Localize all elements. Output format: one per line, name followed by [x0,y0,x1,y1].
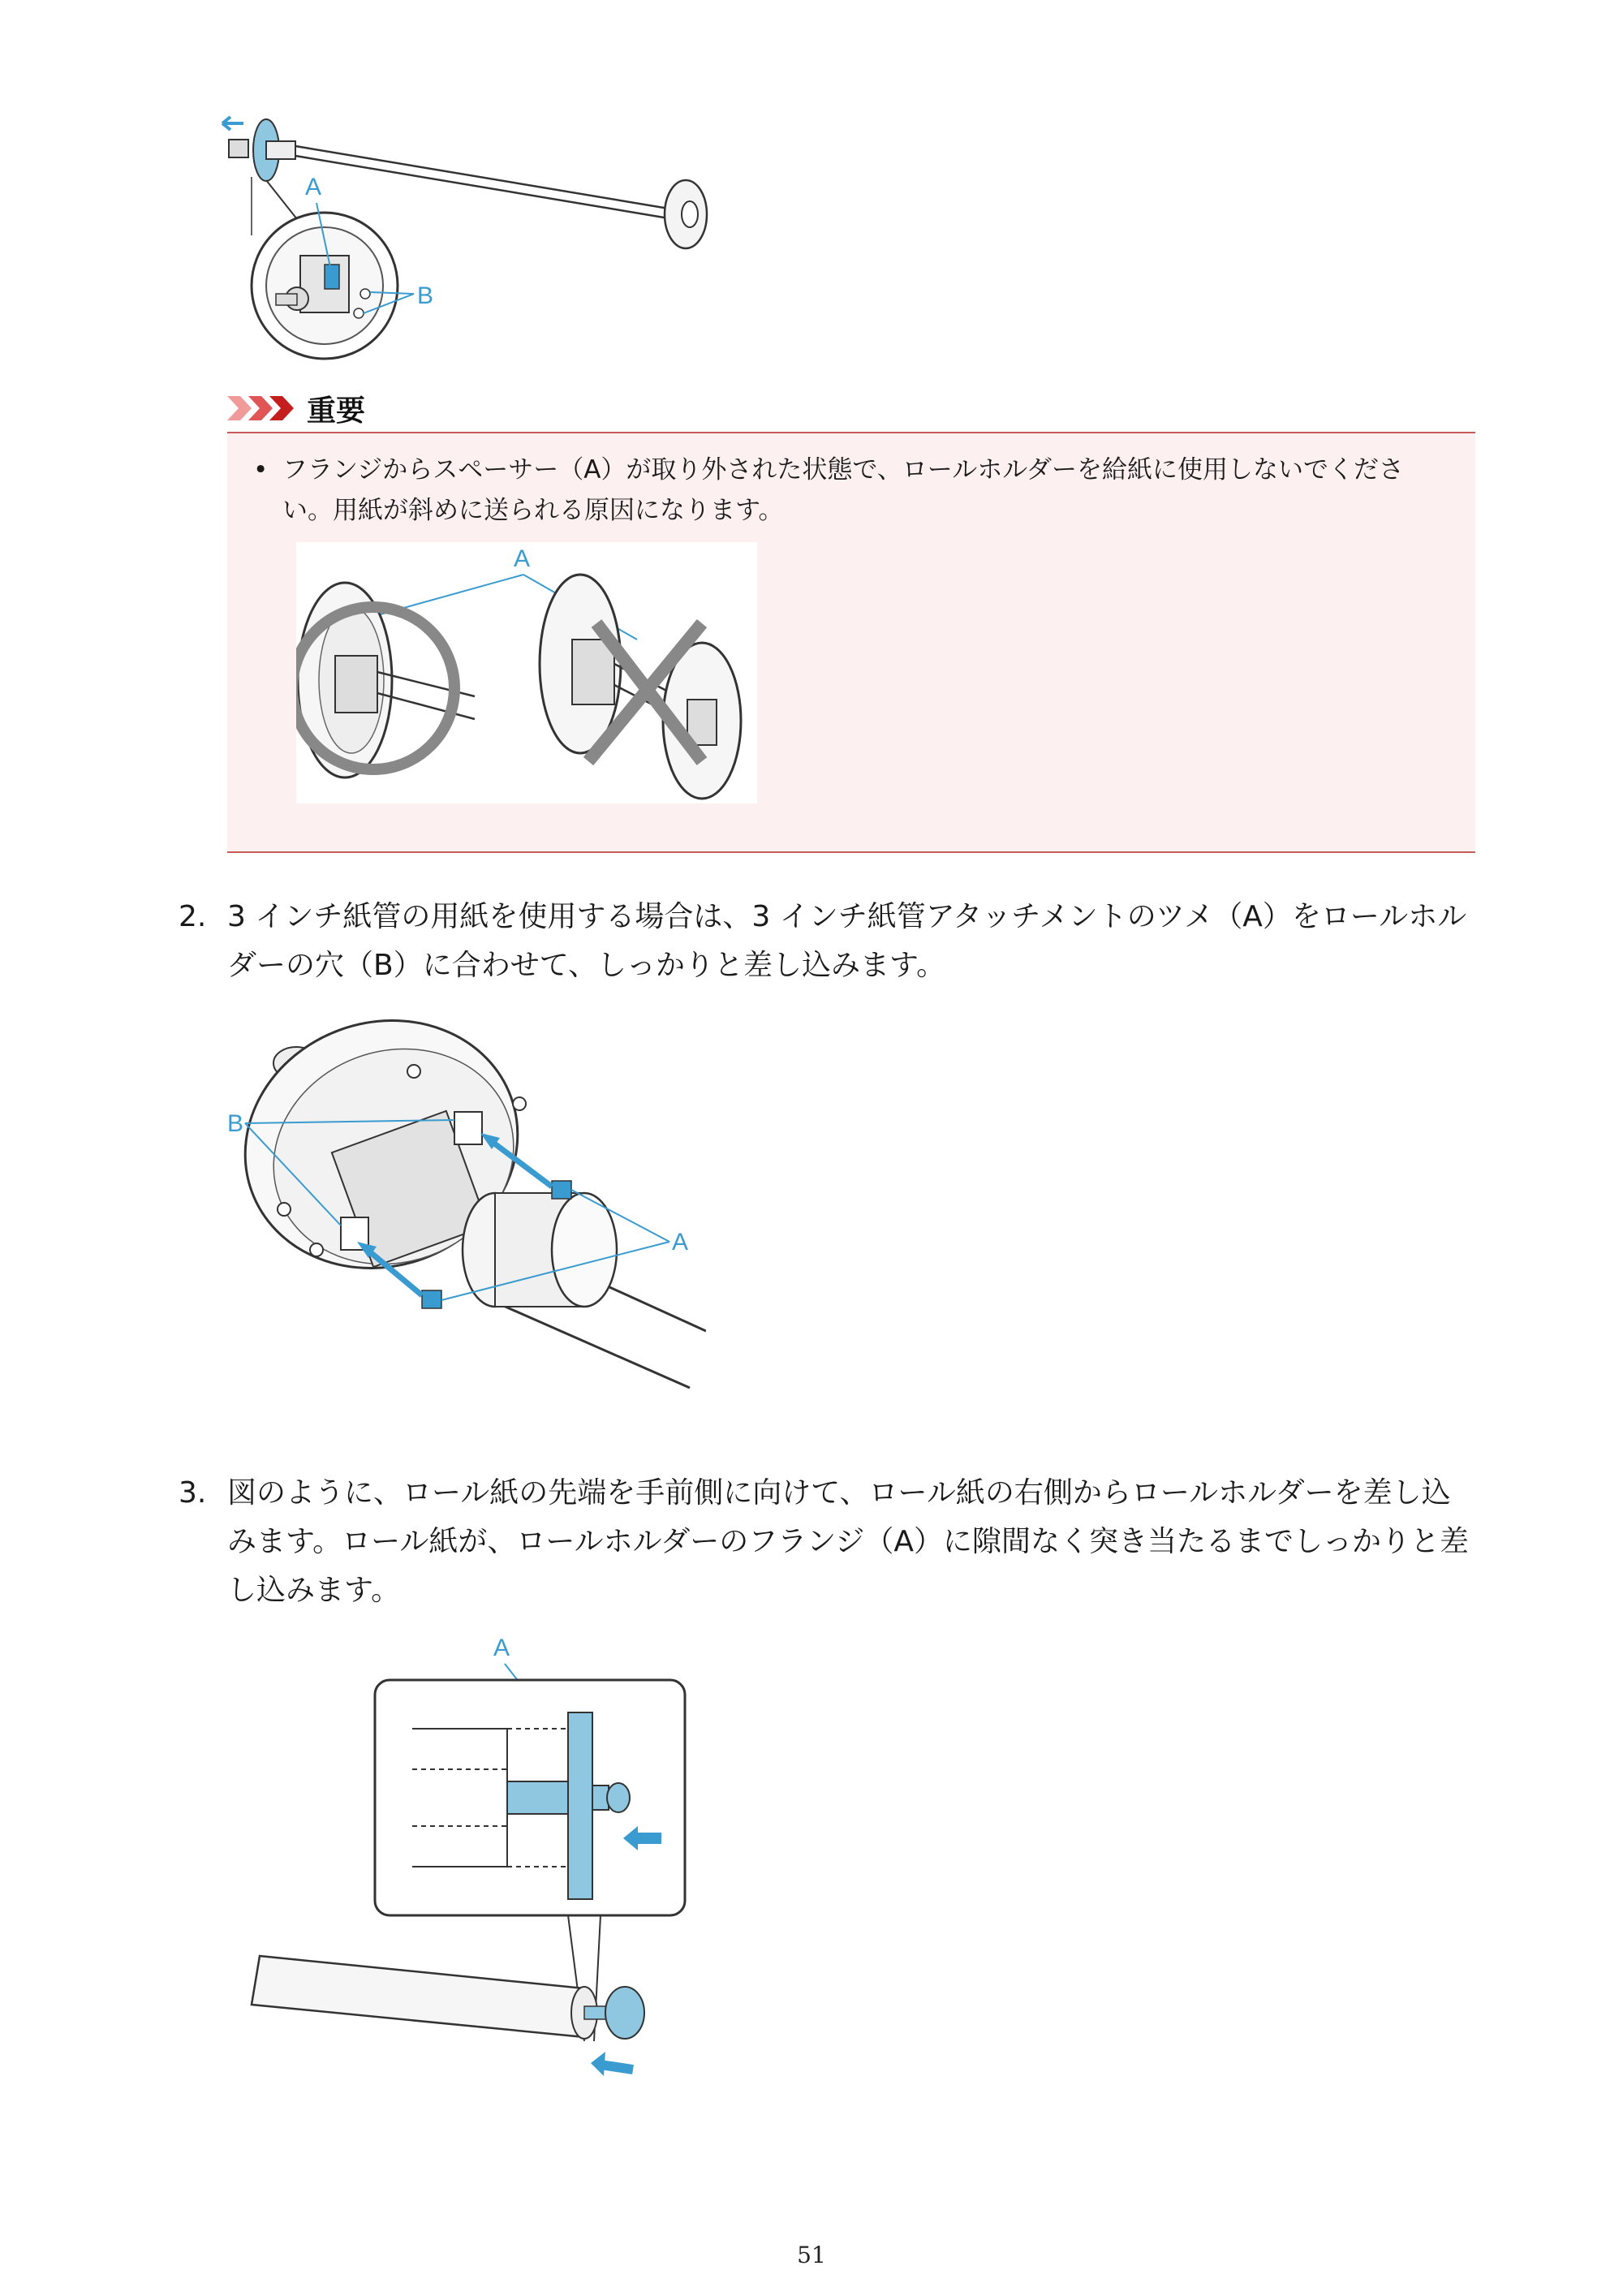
label-a: A [493,1635,510,1661]
bullet: • [253,455,269,485]
important-item [253,450,1444,531]
important-title: 重要 [307,394,366,428]
important-box [227,432,1475,853]
step-3 [179,1469,1477,1615]
attachment-figure [219,1006,706,1412]
spacer-comparison-figure [296,542,757,803]
chevron-icon [227,394,300,422]
step-number: 2. [179,900,207,933]
label-a: A [514,545,531,572]
important-text: フランジからスペーサー（A）が取り外された状態で、ロールホルダーを給紙に使用しないでください。用紙が斜めに送られる原因になります。 [282,455,1404,525]
step-2 [179,893,1477,990]
label-a: A [672,1229,689,1256]
step-text: 図のように、ロール紙の先端を手前側に向けて、ロール紙の右側からロールホルダーを差し込みます。ロール紙が、ロールホルダーのフランジ（A）に隙間なく突き当たるまでしっかりと差し込みます。 [227,1476,1469,1607]
important-header [227,386,365,430]
roll-insert-figure [243,1631,698,2134]
page-number: 51 [797,2242,826,2268]
step-text: 3 インチ紙管の用紙を使用する場合は、3 インチ紙管アタッチメントのツメ（A）をロールホルダーの穴（B）に合わせて、しっかりと差し込みます。 [227,900,1467,982]
label-b: B [417,282,434,309]
step-number: 3. [179,1476,207,1510]
label-a: A [305,174,322,200]
roll-holder-figure [219,106,722,365]
label-b: B [227,1110,244,1137]
